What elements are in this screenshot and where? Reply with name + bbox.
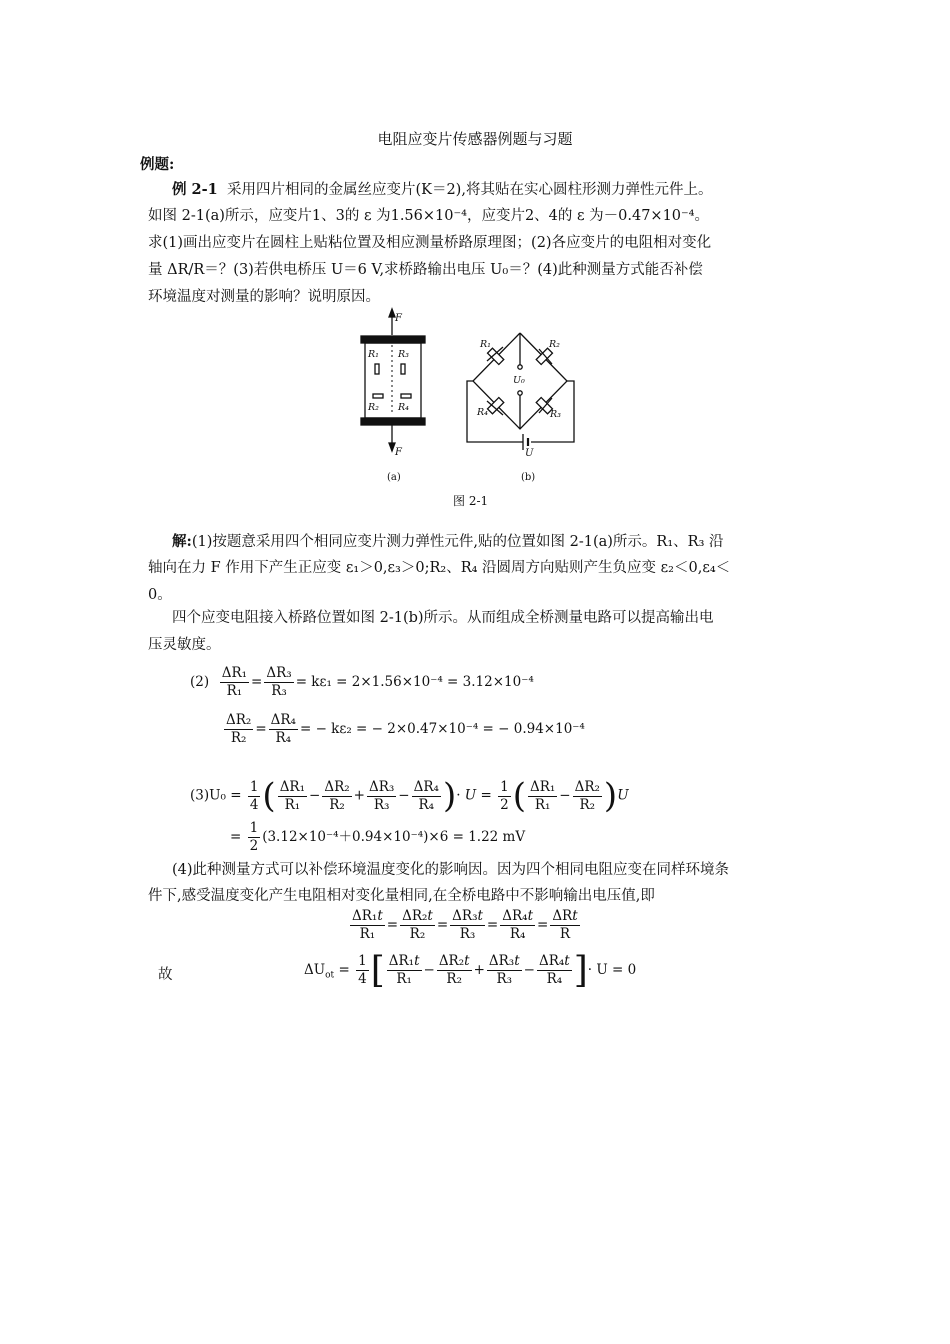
- eq3b-text: (3.12×10⁻⁴＋0.94×10⁻⁴)×6 = 1.22 mV: [262, 829, 526, 845]
- solution-text-1: (1)按题意采用四个相同应变片测力弹性元件,贴的位置如图 2-1(a)所示。R₁、R₃ 沿: [191, 534, 724, 550]
- eq4-result: · U = 0: [587, 962, 637, 978]
- page-title: 电阻应变片传感器例题与习题: [377, 130, 573, 148]
- bridge-u-label: U: [525, 448, 534, 459]
- solution-line-5: 压灵敏度。: [148, 637, 221, 653]
- problem-line-3: 求(1)画出应变片在圆柱上贴粘位置及相应测量桥路原理图；(2)各应变片的电阻相对变化: [148, 235, 712, 251]
- solution-line-4: 四个应变电阻接入桥路位置如图 2-1(b)所示。从而组成全桥测量电路可以提高输出电: [172, 610, 714, 626]
- figure-sub-b: (b): [521, 472, 536, 483]
- cyl-r4-label: R₄: [398, 402, 409, 413]
- bridge-r4-label: R₄: [477, 407, 488, 418]
- eq2a: (2) $\frac{\text{ΔR₁}}{\text{R₁}}$ = $\frac{\text{ΔR₃}}{\text{R₃}}$ = kε₁ = 2×1.56×10⁻⁴ = 3.12×10⁻⁴: [190, 665, 534, 699]
- bridge-r1-label: R₁: [480, 339, 491, 350]
- problem-line-5: 环境温度对测量的影响？说明原因。: [148, 289, 380, 305]
- solution-line-1: [172, 528, 724, 556]
- solution-label: 解:: [172, 533, 192, 550]
- eq3-label: (3)U₀: [190, 787, 226, 804]
- frac-quarter: $\frac{1}{4}$: [249, 778, 259, 813]
- bridge-r3-label: R₃: [550, 409, 561, 420]
- figure-sub-a: (a): [387, 472, 401, 483]
- frac-dR1-R1: [220, 665, 249, 700]
- frac-dR4-R4: [269, 712, 298, 747]
- figure-caption: 图 2-1: [453, 494, 489, 508]
- eq2a-rest: = kε₁ = 2×1.56×10⁻⁴ = 3.12×10⁻⁴: [295, 674, 534, 690]
- problem-line-4: 量 ΔR/R＝？(3)若供电桥压 U＝6 V,求桥路输出电压 U₀＝？(4)此种测量方式能否补偿: [148, 262, 703, 278]
- frac-dR3-R3: [264, 665, 293, 700]
- frac-num: ΔR₄: [270, 712, 296, 728]
- eq3b: = $\frac{1}{2}$ (3.12×10⁻⁴＋0.94×10⁻⁴)×6 = 1.22 mV: [230, 820, 526, 854]
- eq2b-rest: = − kε₂ = − 2×0.47×10⁻⁴ = − 0.94×10⁻⁴: [299, 721, 585, 737]
- frac-num: ΔR₁: [221, 665, 248, 681]
- eq3a: (3)U₀ = $\frac{1}{4}$ ( $\frac{\text{ΔR₁}}{\text{R₁}}$ − $\frac{\text{ΔR₂}}{\text{R₂}}$ + $\frac{\text{ΔR₃}}{\text{R₃}}$ − $\frac{\text{ΔR₄}}{\text{R₄}}$ )· U = $\frac{1}{2}$ ( $\frac{\text{ΔR₁}}{\text{R₁}}$ − $\frac{\text{ΔR₂}}{\text{R₂}}$ )U: [190, 776, 629, 816]
- bridge-u0-label: U₀: [513, 375, 525, 386]
- eq4a: $\frac{\text{ΔR₁t}}{\text{R₁}}$ = $\frac{\text{ΔR₂t}}{\text{R₂}}$ = $\frac{\text{ΔR₃t}}{\text{R₃}}$ = $\frac{\text{ΔR₄t}}{\text{R₄}}$ = $\frac{\text{ΔRt}}{R}$: [352, 908, 578, 942]
- solution-line-2: 轴向在力 F 作用下产生正应变 ε₁＞0,ε₃＞0;R₂、R₄ 沿圆周方向贴则产生负应变 ε₂＜0,ε₄＜: [148, 560, 731, 576]
- eq2-label: (2): [190, 674, 210, 690]
- cyl-r2-label: R₂: [368, 402, 379, 413]
- frac-half: $\frac{1}{2}$: [500, 778, 509, 813]
- frac-dR2-R2: [224, 712, 253, 747]
- bridge-r2-label: R₂: [549, 339, 560, 350]
- eq4b: $\Delta U_{ot}$ = $\frac{1}{4}$ [ $\frac{\text{ΔR₁t}}{\text{R₁}}$ − $\frac{\text{ΔR₂t}}{\text{R₂}}$ + $\frac{\text{ΔR₃t}}{\text{R₃}}$ − $\frac{\text{ΔR₄t}}{\text{R₄}}$ ]· U = 0: [304, 950, 637, 991]
- du-label: ΔU: [304, 962, 326, 978]
- solution-line-3: 0。: [148, 587, 172, 603]
- problem-line-2: 如图 2-1(a)所示，应变片1、3的 ε 为1.56×10⁻⁴，应变片2、4的 ε 为－0.47×10⁻⁴。: [148, 208, 709, 224]
- gu-label: 故: [158, 967, 173, 983]
- frac-den: R₃: [271, 683, 287, 699]
- cyl-r3-label: R₃: [398, 349, 409, 360]
- frac-den: R₂: [230, 730, 247, 746]
- problem-text-1: 采用四片相同的金属丝应变片(K＝2),将其贴在实心圆柱形测力弹性元件上。: [226, 182, 713, 198]
- du-sub: ot: [325, 970, 335, 981]
- cylinder-diagram: [361, 309, 425, 451]
- cyl-r1-label: R₁: [368, 349, 379, 360]
- problem-label: 例 2-1: [172, 181, 218, 198]
- frac-den: R₁: [226, 683, 243, 699]
- part4-line-1: (4)此种测量方式可以补偿环境温度变化的影响因。因为四个相同电阻应变在同样环境条: [172, 862, 730, 878]
- figure-2-1: [345, 305, 605, 500]
- frac-num: ΔR₃: [266, 665, 292, 681]
- bridge-circuit: [467, 333, 574, 450]
- frac-num: ΔR₂: [226, 712, 252, 728]
- frac-den: R₄: [275, 730, 292, 746]
- section-label: 例题:: [140, 156, 175, 173]
- force-bottom-label: F: [395, 447, 402, 458]
- eq2b: $\frac{\text{ΔR₂}}{\text{R₂}}$ = $\frac{\text{ΔR₄}}{\text{R₄}}$ = − kε₂ = − 2×0.47×10⁻⁴ = − 0.94×10⁻⁴: [226, 712, 585, 746]
- problem-line-1: [172, 176, 712, 204]
- part4-line-2: 件下,感受温度变化产生电阻相对变化量相同,在全桥电路中不影响输出电压值,即: [148, 888, 655, 904]
- force-top-label: F: [395, 313, 402, 324]
